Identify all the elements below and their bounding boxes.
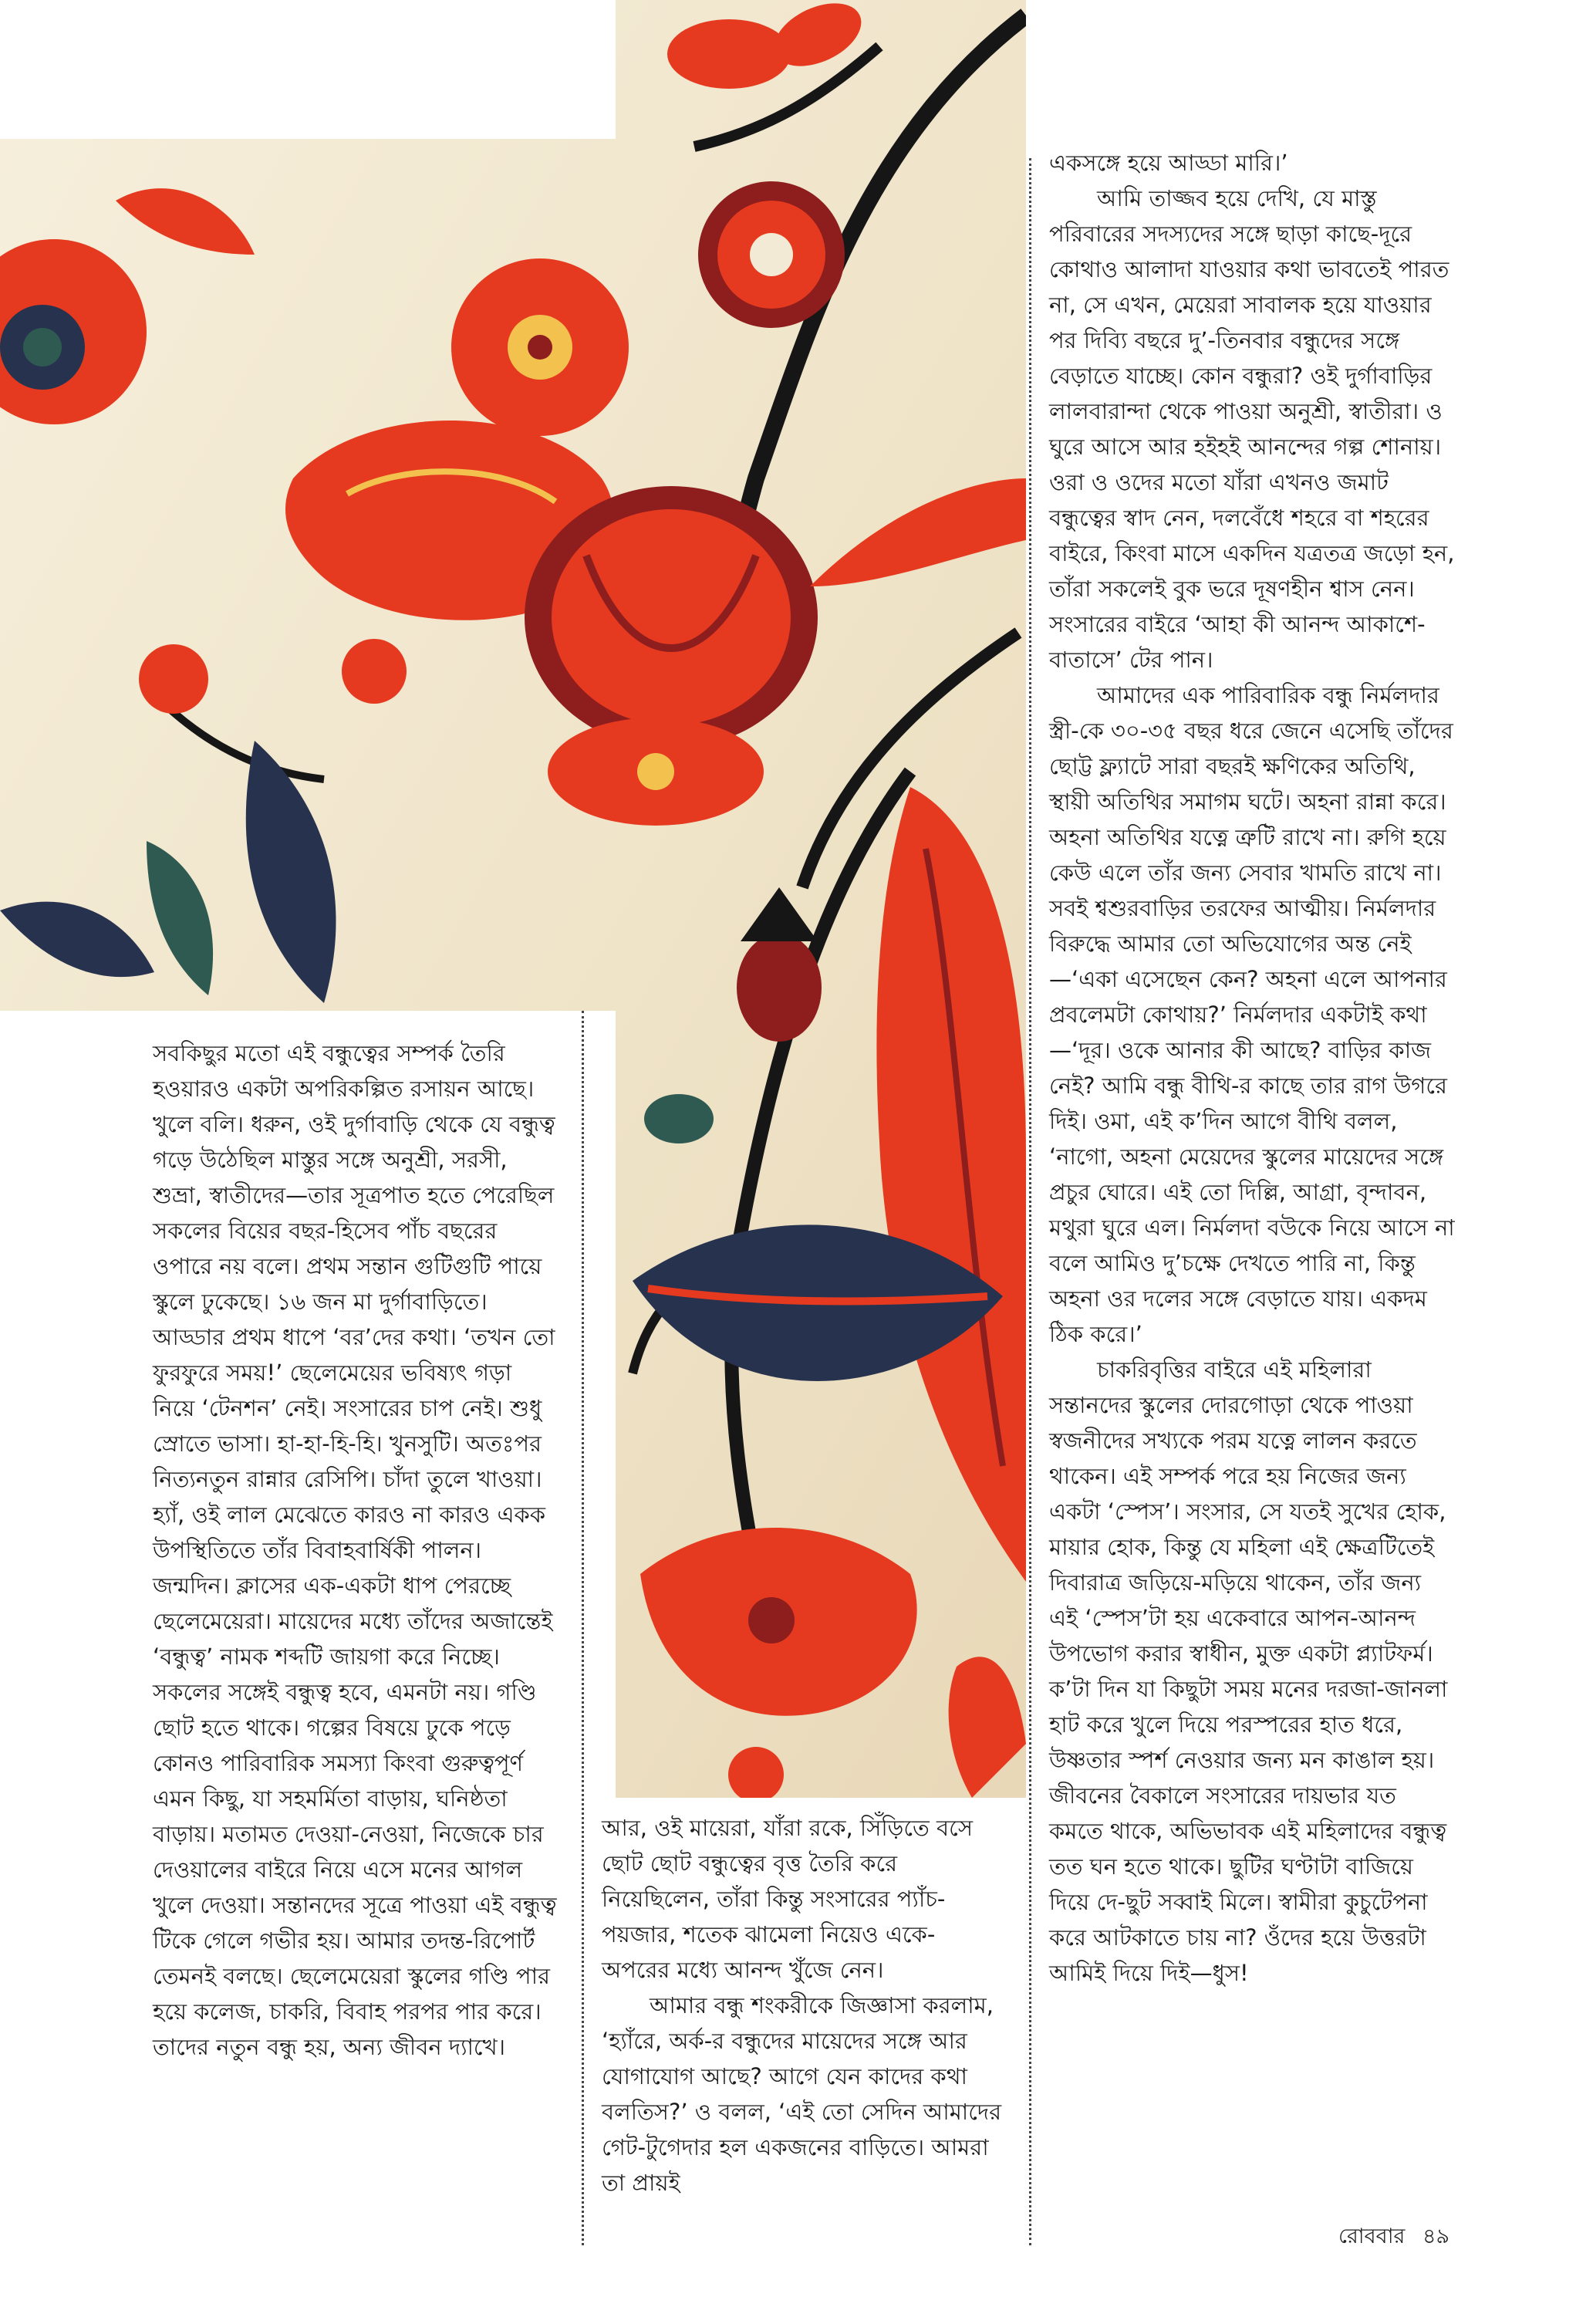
article-column-left [153, 1035, 558, 2065]
page-number: ৪৯ [1422, 2224, 1450, 2248]
top-petal-shape [667, 19, 791, 89]
paragraph: একসঙ্গে হয়ে আড্ডা মারি।’ [1049, 150, 1288, 176]
paragraph: সবকিছুর মতো এই বন্ধুত্বের সম্পর্ক তৈরি হওয়ারও একটা অপরিকল্পিত রসায়ন আছে। খুলে বলি। ধরুন, ওই দুর্গাবাড়ি থেকে যে বন্ধুত্ব গড়ে উঠেছিল মাস্তুর সঙ্গে অনুশ্রী, সরসী, শুভ্রা, স্বাতীদের—তার সূত্রপাত হতে পেরেছিল সকলের বিয়ের বছর-হিসেব পাঁচ বছরের ওপারে নয় বলে। প্রথম সন্তান গুটিগুটি পায়ে স্কুলে ঢুকেছে। ১৬ জন মা দুর্গাবাড়িতে। আড্ডার প্রথম ধাপে ‘বর’দের কথা। ‘তখন তো ফুরফুরে সময়!’ ছেলেমেয়ের ভবিষ্যৎ গড়া নিয়ে ‘টেনশন’ নেই। সংসারের চাপ নেই। শুধু স্রোতে ভাসা। হা-হা-হি-হি। খুনসুটি। অতঃপর নিত্যনতুন রান্নার রেসিপি। চাঁদা তুলে খাওয়া। হ্যাঁ, ওই লাল মেঝেতে কারও না কারও একক উপস্থিতিতে তাঁর বিবাহবার্ষিকী পালন। জন্মদিন। ক্লাসের এক-একটা ধাপ পেরচ্ছে ছেলেমেয়েরা। মায়েদের মধ্যে তাঁদের অজান্তেই ‘বন্ধুত্ব’ নামক শব্দটি জায়গা করে নিচ্ছে। সকলের সঙ্গেই বন্ধুত্ব হবে, এমনটা নয়। গণ্ডি ছোট হতে থাকে। গল্পের বিষয়ে ঢুকে পড়ে কোনও পারিবারিক সমস্যা কিংবা গুরুত্বপূর্ণ এমন কিছু, যা সহমর্মিতা বাড়ায়, ঘনিষ্ঠতা বাড়ায়। মতামত দেওয়া-নেওয়া, নিজেকে চার দেওয়ালের বাইরে নিয়ে এসে মনের আগল খুলে দেওয়া। সন্তানদের সূত্রে পাওয়া এই বন্ধুত্ব টিকে গেলে গভীর হয়। আমার তদন্ত-রিপোর্ট তেমনই বলছে। ছেলেমেয়েরা স্কুলের গণ্ডি পার হয়ে কলেজ, চাকরি, বিবাহ পরপর পার করে। তাদের নতুন বন্ধু হয়, অন্য জীবন দ্যাখে। [153, 1040, 557, 2060]
page-folio [1338, 2221, 1449, 2255]
magazine-name: রোববার [1338, 2224, 1406, 2248]
article-column-right [1049, 145, 1455, 1991]
column-rule [1029, 158, 1031, 2245]
paragraph: আর, ওই মায়েরা, যাঁরা রকে, সিঁড়িতে বসে ছোট ছোট বন্ধুত্বের বৃত্ত তৈরি করে নিয়েছিলেন, তাঁরা কিন্তু সংসারের প্যাঁচ-পয়জার, শতেক ঝামেলা নিয়েও একে-অপরের মধ্যে আনন্দ খুঁজে নেন। [602, 1815, 973, 1983]
paragraph: আমি তাজ্জব হয়ে দেখি, যে মাস্তু পরিবারের সদস্যদের সঙ্গে ছাড়া কাছে-দূরে কোথাও আলাদা যাওয়ার কথা ভাবতেই পারত না, সে এখন, মেয়েরা সাবালক হয়ে যাওয়ার পর দিব্যি বছরে দু’-তিনবার বন্ধুদের সঙ্গে বেড়াতে যাচ্ছে। কোন বন্ধুরা? ওই দুর্গাবাড়ির লালবারান্দা থেকে পাওয়া অনুশ্রী, স্বাতীরা। ও ঘুরে আসে আর হইহই আনন্দের গল্প শোনায়। ওরা ও ওদের মতো যাঁরা এখনও জমাট বন্ধুত্বের স্বাদ নেন, দলবেঁধে শহরে বা শহরের বাইরে, কিংবা মাসে একদিন যত্রতত্র জড়ো হন, তাঁরা সকলেই বুক ভরে দূষণহীন শ্বাস নেন। সংসারের বাইরে ‘আহা কী আনন্দ আকাশে-বাতাসে’ টের পান। [1049, 185, 1455, 673]
paragraph: চাকরিবৃত্তির বাইরে এই মহিলারা সন্তানদের স্কুলের দোরগোড়া থেকে পাওয়া স্বজনীদের সখ্যকে পরম যত্নে লালন করতে থাকেন। এই সম্পর্ক পরে হয় নিজের জন্য একটা ‘স্পেস’। সংসার, সে যতই সুখের হোক, মায়ার হোক, কিন্তু যে মহিলা এই ক্ষেত্রটিতেই দিবারাত্র জড়িয়ে-মড়িয়ে থাকেন, তাঁর জন্য এই ‘স্পেস’টা হয় একেবারে আপন-আনন্দ উপভোগ করার স্বাধীন, মুক্ত একটা প্ল্যাটফর্ম। ক’টা দিন যা কিছুটা সময় মনের দরজা-জানলা হাট করে খুলে দিয়ে পরস্পরের হাত ধরে, উষ্ণতার স্পর্শ নেওয়ার জন্য মন কাঙাল হয়। জীবনের বৈকালে সংসারের দায়ভার যত কমতে থাকে, অভিভাবক এই মহিলাদের বন্ধুত্ব তত ঘন হতে থাকে। ছুটির ঘণ্টাটা বাজিয়ে দিয়ে দে-ছুট সব্বাই মিলে। স্বামীরা কুচুটেপনা করে আটকাতে চায় না? ওঁদের হয়ে উত্তরটা আমিই দিয়ে দিই—ধুস! [1049, 1356, 1448, 1986]
paragraph: আমার বন্ধু শংকরীকে জিজ্ঞাসা করলাম, ‘হ্যাঁরে, অর্ক-র বন্ধুদের মায়েদের সঙ্গে আর যোগাযোগ আছে? আগে যেন কাদের কথা বলতিস?’ ও বলল, ‘এই তো সেদিন আমাদের গেট-টুগেদার হল একজনের বাড়িতে। আমরা তা প্রায়ই [602, 1992, 1002, 2196]
paragraph: আমাদের এক পারিবারিক বন্ধু নির্মলদার স্ত্রী-কে ৩০-৩৫ বছর ধরে জেনে এসেছি তাঁদের ছোট্ট ফ্ল্যাটে সারা বছরই ক্ষণিকের অতিথি, স্থায়ী অতিথির সমাগম ঘটে। অহনা রান্না করে। অহনা অতিথির যত্নে ত্রুটি রাখে না। রুগি হয়ে কেউ এলে তাঁর জন্য সেবার খামতি রাখে না। সবই শ্বশুরবাড়ির তরফের আত্মীয়। নির্মলদার বিরুদ্ধে আমার তো অভিযোগের অন্ত নেই—‘একা এসেছেন কেন? অহনা এলে আপনার প্রবলেমটা কোথায়?’ নির্মলদার একটাই কথা—‘দূর। ওকে আনার কী আছে? বাড়ির কাজ নেই? আমি বন্ধু বীথি-র কাছে তার রাগ উগরে দিই। ওমা, এই ক’দিন আগে বীথি বলল, ‘নাগো, অহনা মেয়েদের স্কুলের মায়েদের সঙ্গে প্রচুর ঘোরে। এই তো দিল্লি, আগ্রা, বৃন্দাবন, মথুরা ঘুরে এল। নির্মলদা বউকে নিয়ে আসে না বলে আমিও দু’চক্ষে দেখতে পারি না, কিন্তু অহনা ওর দলের সঙ্গে বেড়াতে যায়। একদম ঠিক করে।’ [1049, 682, 1455, 1347]
column-rule [582, 1011, 584, 2245]
article-column-middle [602, 1810, 1003, 2201]
